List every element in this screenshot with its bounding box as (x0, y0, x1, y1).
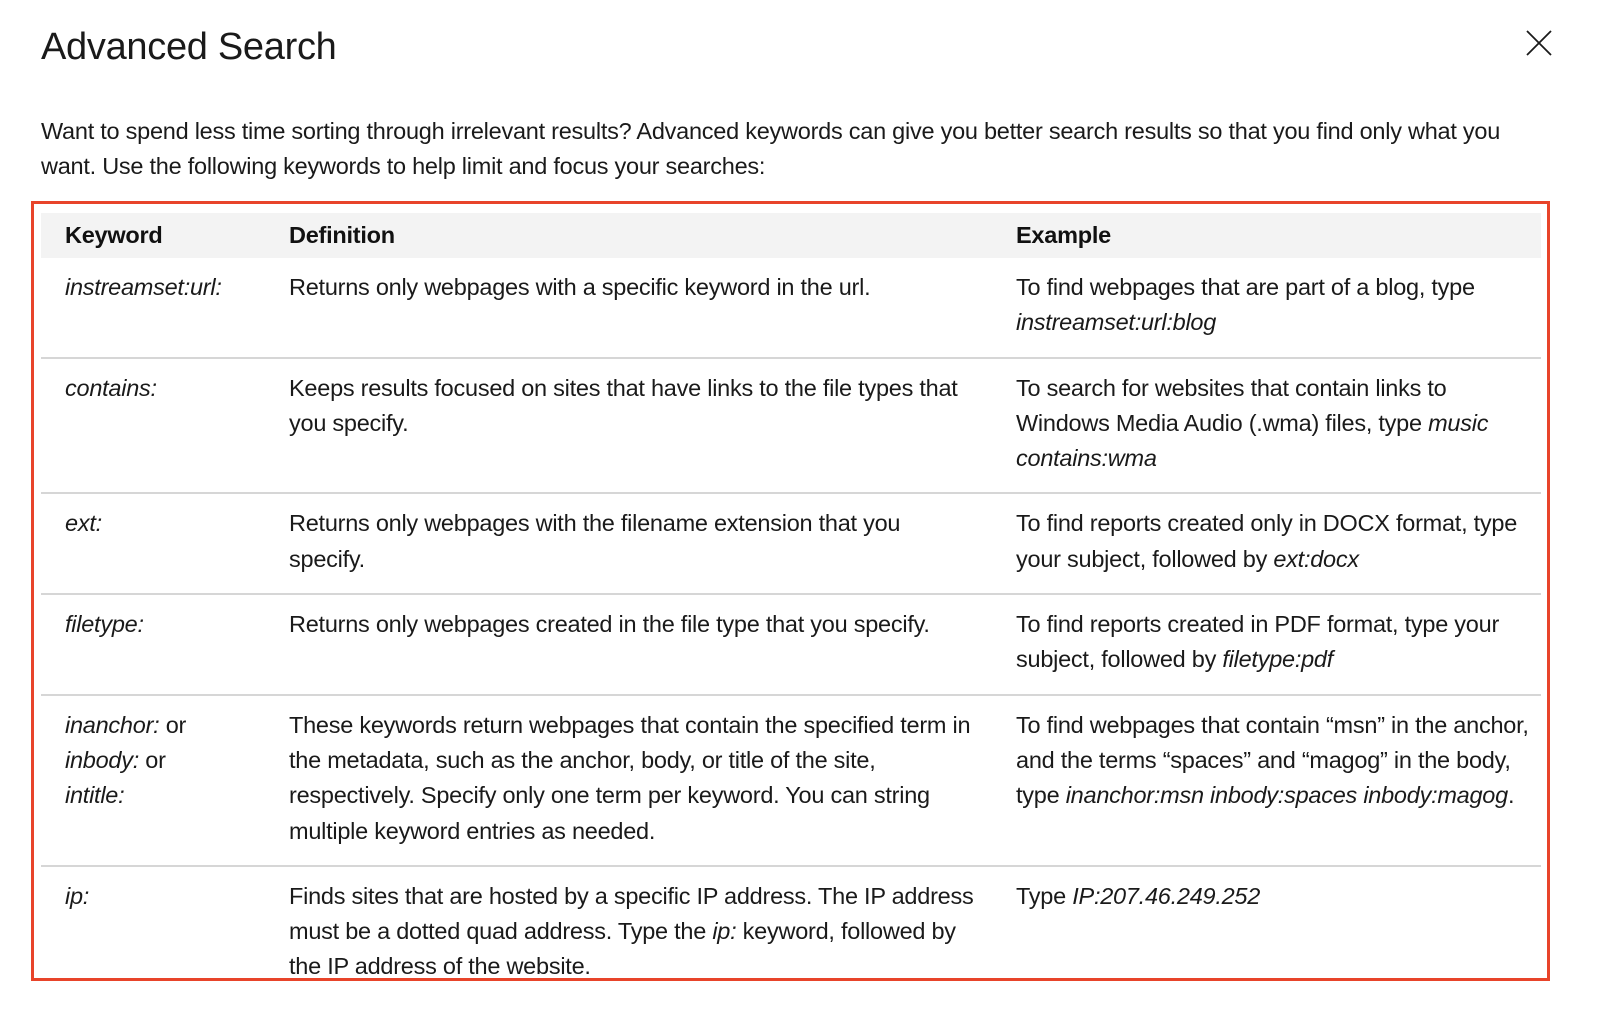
cell-text: To find webpages that are part of a blog, type (1016, 274, 1475, 300)
header-definition: Definition (289, 222, 395, 248)
keyword-syntax-text: instreamset:url: (65, 274, 222, 300)
cell-text: To search for websites that contain links to Windows Media Audio (.wma) files, type (1016, 374, 1447, 436)
definition-cell (265, 866, 992, 985)
cell-text: Returns only webpages with a specific keyword in the url. (289, 274, 871, 300)
cell-text: . (1507, 782, 1515, 809)
example-cell (992, 594, 1541, 695)
keyword-syntax-text: ext:docx (1273, 545, 1359, 572)
table-row (41, 258, 1541, 358)
cell-text: These keywords return webpages that contain the specified term in the metadata, such as the anchor, body, or title of the site, respectively. Specify only one term per keyword. You can string multiple keyword entries as needed. (289, 711, 971, 844)
cell-text: Returns only webpages with the filename extension that you specify. (289, 510, 901, 572)
keyword-syntax-text: inanchor:msn inbody:spaces inbody:magog (1065, 782, 1508, 809)
keyword-syntax-text: ip: (65, 882, 90, 909)
cell-text: Returns only webpages created in the file type that you specify. (289, 611, 930, 638)
keyword-cell (41, 493, 265, 594)
keyword-syntax-text: instreamset:url:blog (1016, 309, 1217, 336)
keyword-syntax-text: ip: (712, 918, 737, 945)
cell-text: keyword, followed by the IP address of the website. (289, 918, 956, 980)
header-keyword: Keyword (65, 222, 163, 248)
keyword-syntax-text: music contains:wma (1016, 409, 1489, 472)
cell-text: Type (1016, 882, 1073, 909)
close-icon (1524, 28, 1554, 58)
cell-text: To find reports created only in DOCX format, type your subject, followed by (1016, 510, 1518, 572)
cell-text: Finds sites that are hosted by a specific IP address. The IP address must be a dotted quad address. Type the (289, 882, 974, 945)
cell-text: Keeps results focused on sites that have links to the file types that you specify. (289, 374, 958, 436)
table-row (41, 358, 1541, 494)
definition-cell (265, 695, 992, 866)
example-cell (992, 866, 1541, 985)
example-cell (992, 358, 1541, 494)
table-row (41, 695, 1541, 866)
keywords-table (41, 213, 1541, 985)
keyword-cell (41, 258, 265, 358)
table-body (41, 258, 1541, 985)
keyword-syntax-text: ext: (65, 510, 102, 537)
definition-cell (265, 594, 992, 695)
example-cell (992, 695, 1541, 866)
definition-cell (265, 258, 992, 358)
intro-text: Want to spend less time sorting through irrelevant results? Advanced keywords can give you better search results so that you find only what you want. Use the following keywords to help limit and focus your searches: (41, 118, 1501, 179)
dialog-title: Advanced Search (41, 26, 337, 68)
cell-text: or (139, 746, 166, 773)
keyword-syntax-text: filetype: (65, 611, 144, 638)
keyword-syntax-text: IP:207.46.249.252 (1072, 882, 1261, 909)
keyword-syntax-text: inbody: (65, 746, 140, 773)
cell-text: To find webpages that contain “msn” in the anchor, and the terms “spaces” and “magog” in the body, type (1016, 711, 1529, 809)
header-example: Example (1016, 222, 1111, 248)
close-button[interactable] (1524, 28, 1554, 58)
table-header-row (41, 213, 1541, 258)
example-cell (992, 493, 1541, 594)
keyword-cell (41, 695, 265, 866)
keyword-cell (41, 866, 265, 985)
keyword-syntax-text: inanchor: (65, 711, 160, 738)
table-row (41, 493, 1541, 594)
definition-cell (265, 358, 992, 494)
cell-text: or (159, 711, 187, 738)
table-row (41, 866, 1541, 985)
keyword-cell (41, 358, 265, 494)
keyword-syntax-text: filetype:pdf (1222, 646, 1334, 673)
definition-cell (265, 493, 992, 594)
example-cell (992, 258, 1541, 358)
keyword-syntax-text: contains: (65, 374, 157, 401)
cell-text: To find reports created in PDF format, type your subject, followed by (1016, 611, 1500, 673)
keyword-syntax-text: intitle: (65, 782, 125, 809)
keyword-cell (41, 594, 265, 695)
table-row (41, 594, 1541, 695)
